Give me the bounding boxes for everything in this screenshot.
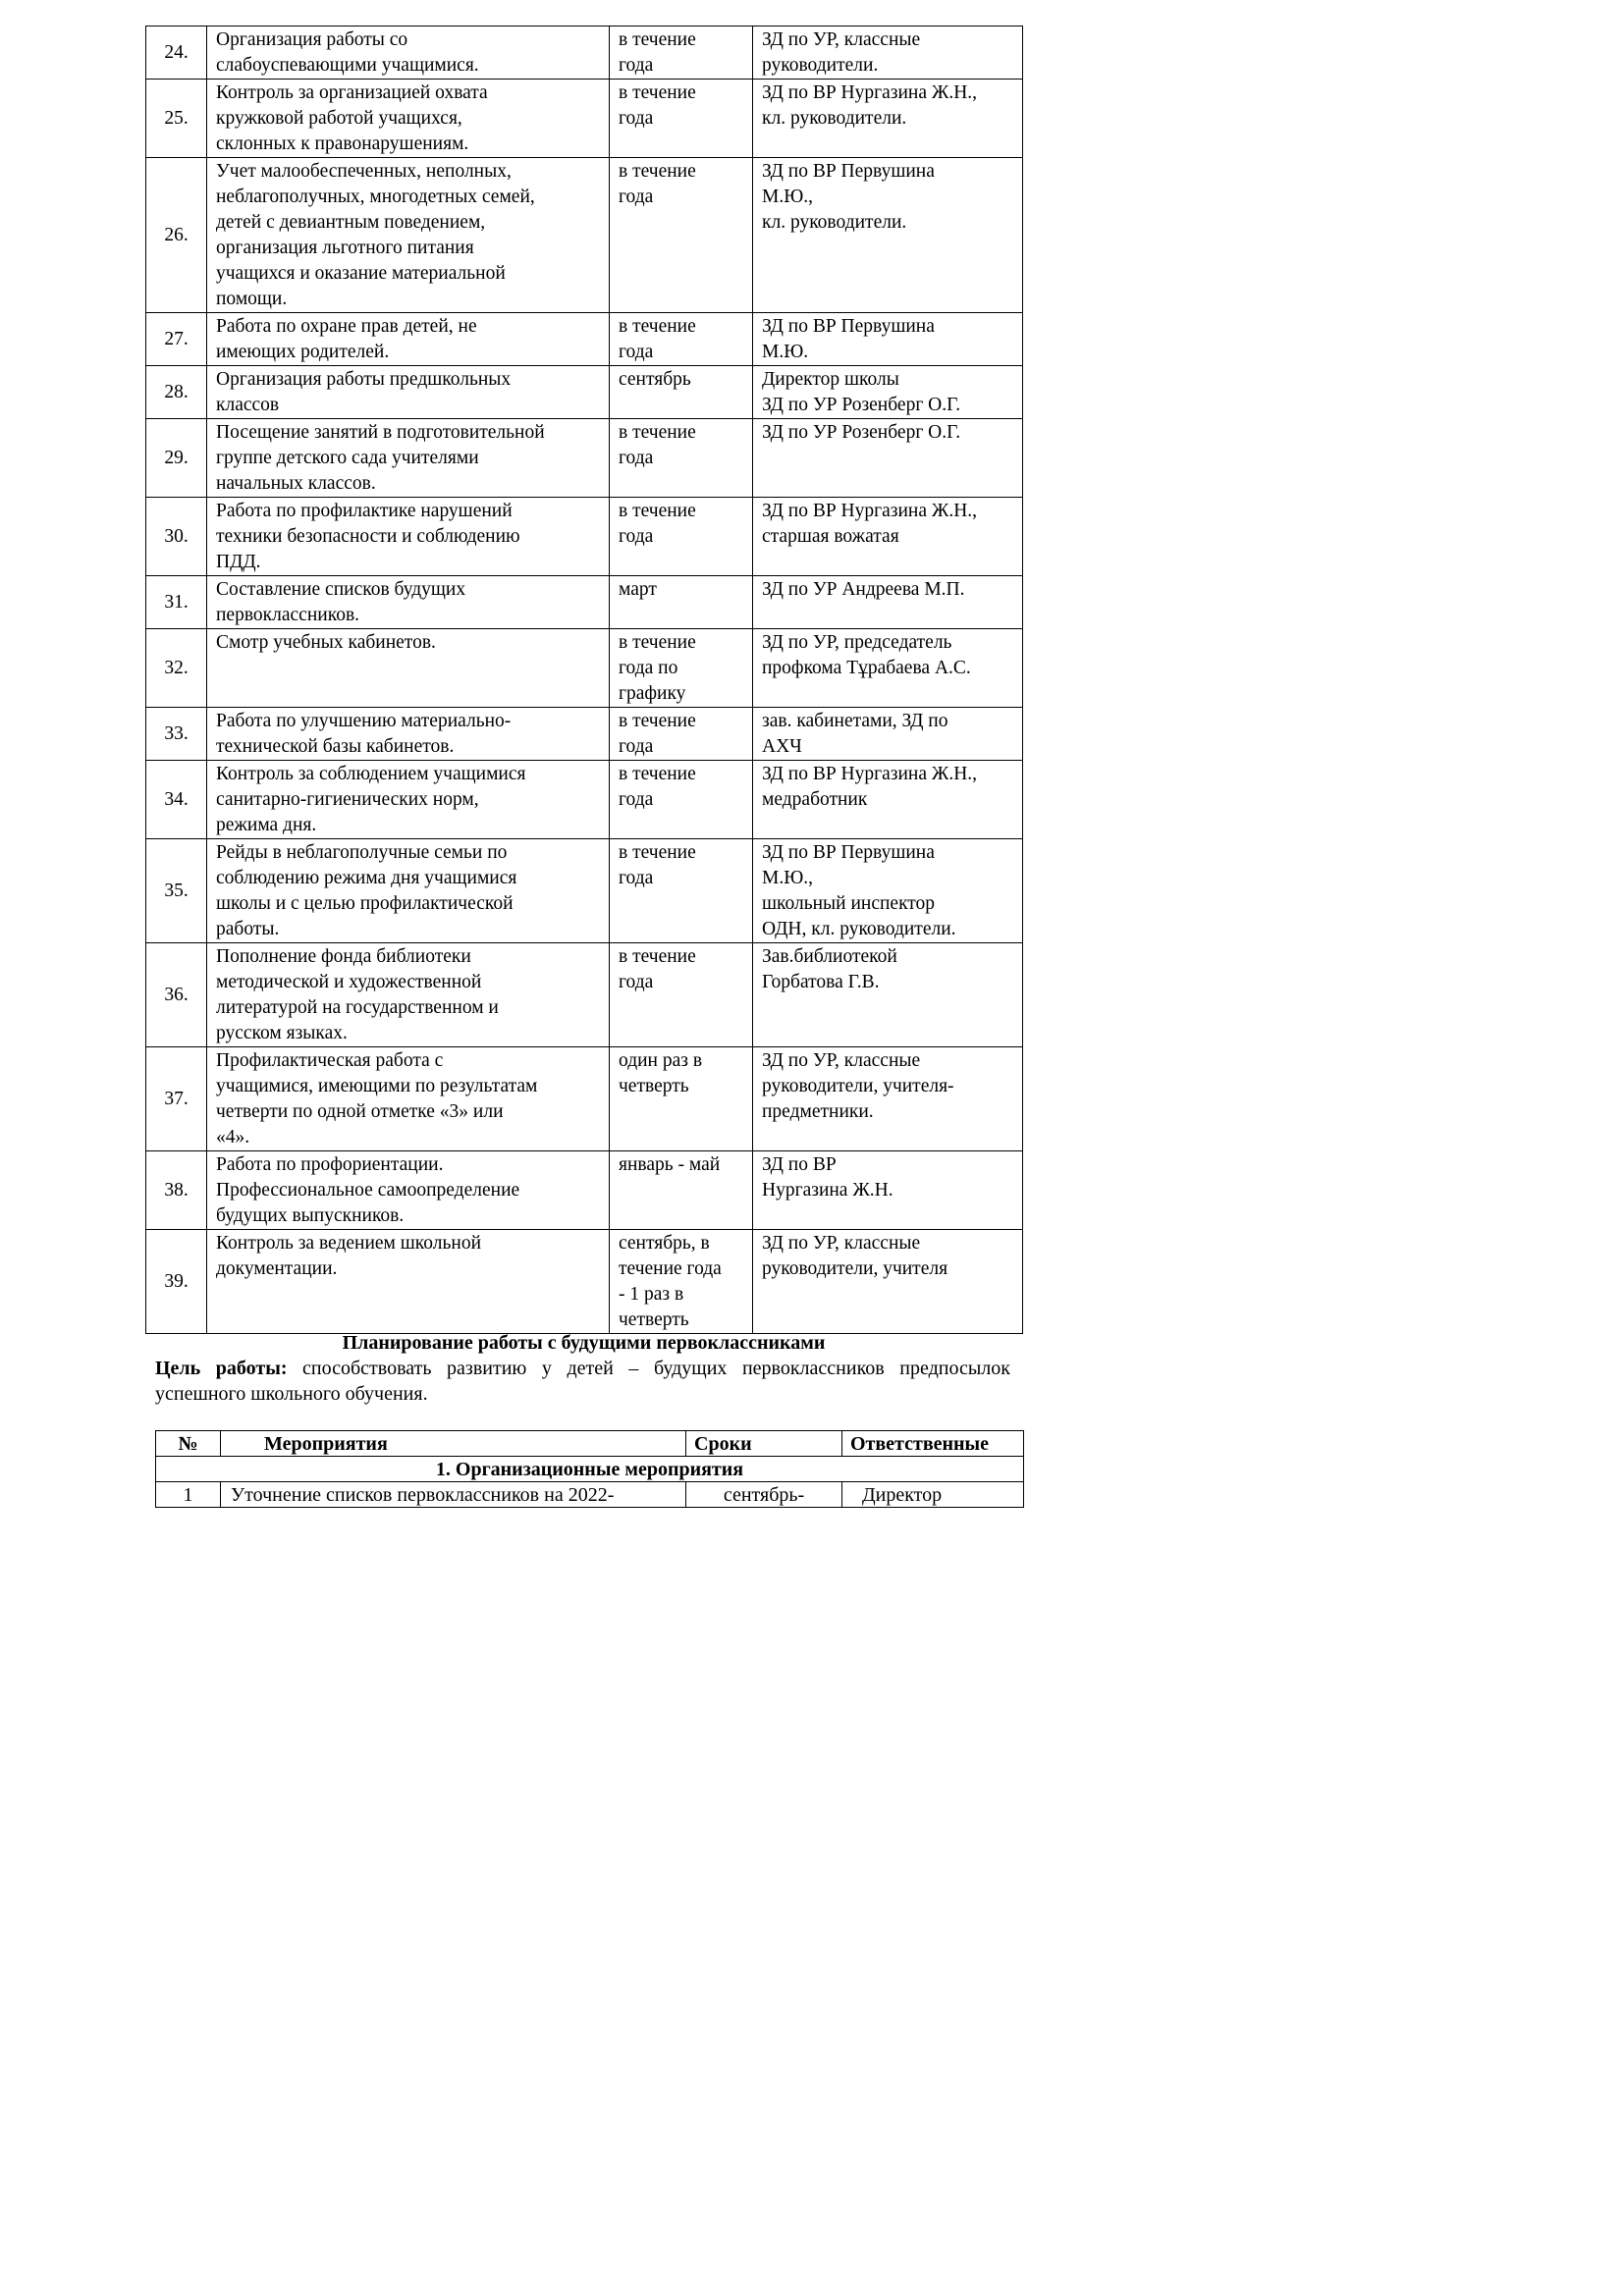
table-row: [146, 943, 1023, 1047]
row-activity-text: Учет малообеспеченных, неполных, неблагополучных, многодетных семей, детей с девиантным поведением, организация льготного питания учащихся и оказание материальной помощи.: [216, 161, 535, 309]
row-responsible-text: ЗД по ВР Первушина М.Ю.: [762, 316, 935, 362]
row-activity-text: Работа по улучшению материально- технической базы кабинетов.: [216, 711, 512, 757]
row-when-text: в течение года: [619, 82, 696, 129]
row-number-text: 39.: [164, 1270, 189, 1292]
row-when: [610, 576, 753, 629]
row-activity: [207, 943, 610, 1047]
row-responsible: [753, 313, 1023, 366]
table-row: [146, 80, 1023, 158]
row-responsible-text: Зав.библиотекой Горбатова Г.В.: [762, 946, 897, 992]
row-when: сентябрь-: [686, 1482, 842, 1508]
row-when-text: в течение года: [619, 764, 696, 810]
row-number-text: 38.: [164, 1179, 189, 1201]
row-activity: [207, 839, 610, 943]
row-activity: [207, 80, 610, 158]
row-activity-text: Работа по профориентации. Профессиональное самоопределение будущих выпускников.: [216, 1154, 520, 1226]
row-activity-text: Контроль за соблюдением учащимися санитарно-гигиенических норм, режима дня.: [216, 764, 526, 835]
row-activity-text: Составление списков будущих первоклассников.: [216, 579, 466, 625]
row-activity: [207, 498, 610, 576]
row-responsible: [753, 498, 1023, 576]
row-activity: [207, 27, 610, 80]
row-when: [610, 943, 753, 1047]
row-when: [610, 761, 753, 839]
row-activity: [207, 313, 610, 366]
goal-text: способствовать развитию у детей – будущих первоклассников предпосылок успешного школьного обучения.: [155, 1358, 1010, 1405]
header-responsible: Ответственные: [842, 1431, 1024, 1457]
row-when-text: в течение года: [619, 501, 696, 547]
row-when: [610, 419, 753, 498]
row-responsible-text: ЗД по УР Андреева М.П.: [762, 579, 965, 600]
row-number-text: 31.: [164, 591, 189, 613]
row-when: [610, 629, 753, 708]
row-responsible: [753, 708, 1023, 761]
row-number: [146, 761, 207, 839]
row-when: [610, 313, 753, 366]
row-responsible-text: ЗД по ВР Нургазина Ж.Н., старшая вожатая: [762, 501, 978, 547]
header-when: Сроки: [686, 1431, 842, 1457]
row-activity-text: Контроль за организацией охвата кружковой работой учащихся, склонных к правонарушениям.: [216, 82, 488, 154]
row-when: [610, 708, 753, 761]
document-page: [0, 0, 1080, 1526]
table-row: [146, 1151, 1023, 1230]
row-when-text: январь - май: [619, 1154, 721, 1175]
row-activity-text: Организация работы со слабоуспевающими учащимися.: [216, 29, 479, 76]
row-number: [146, 1230, 207, 1334]
row-number: [146, 498, 207, 576]
row-responsible-text: ЗД по УР Розенберг О.Г.: [762, 422, 961, 443]
row-when-text: сентябрь: [619, 369, 691, 390]
row-activity: [207, 629, 610, 708]
row-number: [146, 313, 207, 366]
row-when-text: в течение года: [619, 946, 696, 992]
row-responsible-text: ЗД по УР, классные руководители, учителя: [762, 1233, 948, 1279]
row-responsible: [753, 839, 1023, 943]
row-activity-text: Смотр учебных кабинетов.: [216, 632, 436, 653]
table-row: [146, 419, 1023, 498]
row-activity: [207, 1230, 610, 1334]
row-activity: [207, 1047, 610, 1151]
row-responsible-text: ЗД по ВР Нургазина Ж.Н., кл. руководители.: [762, 82, 978, 129]
row-number: [146, 366, 207, 419]
row-when-text: в течение года: [619, 842, 696, 888]
row-activity-text: Рейды в неблагополучные семьи по соблюдению режима дня учащимися школы и с целью профилактической работы.: [216, 842, 517, 939]
row-responsible-text: зав. кабинетами, ЗД по АХЧ: [762, 711, 948, 757]
row-activity: [207, 576, 610, 629]
row-when-text: в течение года: [619, 161, 696, 207]
row-when: [610, 1230, 753, 1334]
row-responsible: [753, 27, 1023, 80]
group-row: [156, 1457, 1024, 1482]
header-activity: Мероприятия: [221, 1431, 686, 1457]
group-title: 1. Организационные мероприятия: [156, 1457, 1024, 1482]
row-number-text: 24.: [164, 41, 189, 63]
row-responsible: [753, 629, 1023, 708]
row-number: 1: [156, 1482, 221, 1508]
row-activity-text: Посещение занятий в подготовительной группе детского сада учителями начальных классов.: [216, 422, 545, 494]
row-activity: [207, 1151, 610, 1230]
row-number-text: 35.: [164, 880, 189, 901]
row-responsible-text: ЗД по ВР Первушина М.Ю., школьный инспектор ОДН, кл. руководители.: [762, 842, 956, 939]
row-responsible: [753, 419, 1023, 498]
row-number-text: 26.: [164, 224, 189, 245]
table-header-row: [156, 1431, 1024, 1457]
row-number: [146, 576, 207, 629]
row-when-text: в течение года: [619, 422, 696, 468]
row-responsible-text: ЗД по ВР Нургазина Ж.Н.: [762, 1154, 893, 1201]
row-number: [146, 158, 207, 313]
table-row: [146, 313, 1023, 366]
goal-label: Цель работы:: [155, 1358, 288, 1379]
table-row: [146, 158, 1023, 313]
row-activity-text: Контроль за ведением школьной документации.: [216, 1233, 482, 1279]
row-when-text: март: [619, 579, 657, 600]
table-row: [146, 761, 1023, 839]
row-number: [146, 27, 207, 80]
section-title: Планирование работы с будущими первоклассниками: [342, 1332, 826, 1354]
row-when: [610, 80, 753, 158]
goal-paragraph: [155, 1356, 1010, 1407]
row-number-text: 28.: [164, 381, 189, 402]
row-number-text: 25.: [164, 107, 189, 129]
row-when-text: в течение года: [619, 29, 696, 76]
header-num: №: [156, 1431, 221, 1457]
row-responsible: [753, 366, 1023, 419]
table-row: [146, 27, 1023, 80]
work-plan-table-body: [146, 27, 1023, 1334]
work-plan-table: [145, 26, 1023, 1334]
table-row: [146, 708, 1023, 761]
row-number: [146, 1151, 207, 1230]
row-number-text: 34.: [164, 788, 189, 810]
row-responsible-text: ЗД по ВР Нургазина Ж.Н., медработник: [762, 764, 978, 810]
row-responsible: [753, 1047, 1023, 1151]
row-number-text: 30.: [164, 525, 189, 547]
first-graders-table-body: [156, 1457, 1024, 1508]
row-when: [610, 1047, 753, 1151]
row-number: [146, 1047, 207, 1151]
table-row: [146, 1047, 1023, 1151]
row-activity-text: Работа по охране прав детей, не имеющих родителей.: [216, 316, 477, 362]
row-when-text: в течение года: [619, 316, 696, 362]
row-responsible: [753, 1230, 1023, 1334]
row-number-text: 27.: [164, 328, 189, 349]
table-row: [146, 839, 1023, 943]
table-row: [146, 629, 1023, 708]
table-row: [146, 366, 1023, 419]
row-responsible-text: ЗД по УР, классные руководители, учителя- предметники.: [762, 1050, 954, 1122]
row-when-text: сентябрь, в течение года - 1 раз в четверть: [619, 1233, 722, 1330]
row-responsible-text: ЗД по ВР Первушина М.Ю., кл. руководители.: [762, 161, 935, 233]
row-responsible-text: ЗД по УР, председатель профкома Тұрабаева А.С.: [762, 632, 971, 678]
row-responsible: [753, 1151, 1023, 1230]
row-when: [610, 498, 753, 576]
row-when-text: в течение года: [619, 711, 696, 757]
row-activity: [207, 708, 610, 761]
row-activity: [207, 761, 610, 839]
row-number: [146, 629, 207, 708]
table-row: [146, 1230, 1023, 1334]
row-activity: [207, 158, 610, 313]
row-responsible-text: ЗД по УР, классные руководители.: [762, 29, 921, 76]
row-when: [610, 158, 753, 313]
row-when-text: один раз в четверть: [619, 1050, 703, 1096]
row-when: [610, 839, 753, 943]
row-when: [610, 27, 753, 80]
table-row: [156, 1482, 1024, 1508]
row-number-text: 29.: [164, 447, 189, 468]
row-activity-text: Организация работы предшкольных классов: [216, 369, 512, 415]
row-when-text: в течение года по графику: [619, 632, 696, 704]
row-number-text: 32.: [164, 657, 189, 678]
row-number-text: 37.: [164, 1088, 189, 1109]
row-responsible: Директор: [842, 1482, 1024, 1508]
row-activity: [207, 419, 610, 498]
table-row: [146, 498, 1023, 576]
row-responsible: [753, 158, 1023, 313]
row-number: [146, 943, 207, 1047]
row-activity-text: Работа по профилактике нарушений техники безопасности и соблюдению ПДД.: [216, 501, 520, 572]
row-responsible: [753, 761, 1023, 839]
row-activity: Уточнение списков первоклассников на 2022-: [221, 1482, 686, 1508]
row-responsible: [753, 943, 1023, 1047]
row-activity: [207, 366, 610, 419]
first-graders-table: [155, 1430, 1024, 1508]
row-when: [610, 366, 753, 419]
row-responsible: [753, 576, 1023, 629]
row-responsible: [753, 80, 1023, 158]
row-number-text: 36.: [164, 984, 189, 1005]
row-number-text: 33.: [164, 722, 189, 744]
row-responsible-text: Директор школы ЗД по УР Розенберг О.Г.: [762, 369, 961, 415]
row-activity-text: Профилактическая работа с учащимися, имеющими по результатам четверти по одной отметке «3» или «4».: [216, 1050, 538, 1148]
row-number: [146, 419, 207, 498]
row-number: [146, 80, 207, 158]
row-number: [146, 708, 207, 761]
row-activity-text: Пополнение фонда библиотеки методической и художественной литературой на государственном и русском языках.: [216, 946, 499, 1043]
row-when: [610, 1151, 753, 1230]
row-number: [146, 839, 207, 943]
table-row: [146, 576, 1023, 629]
